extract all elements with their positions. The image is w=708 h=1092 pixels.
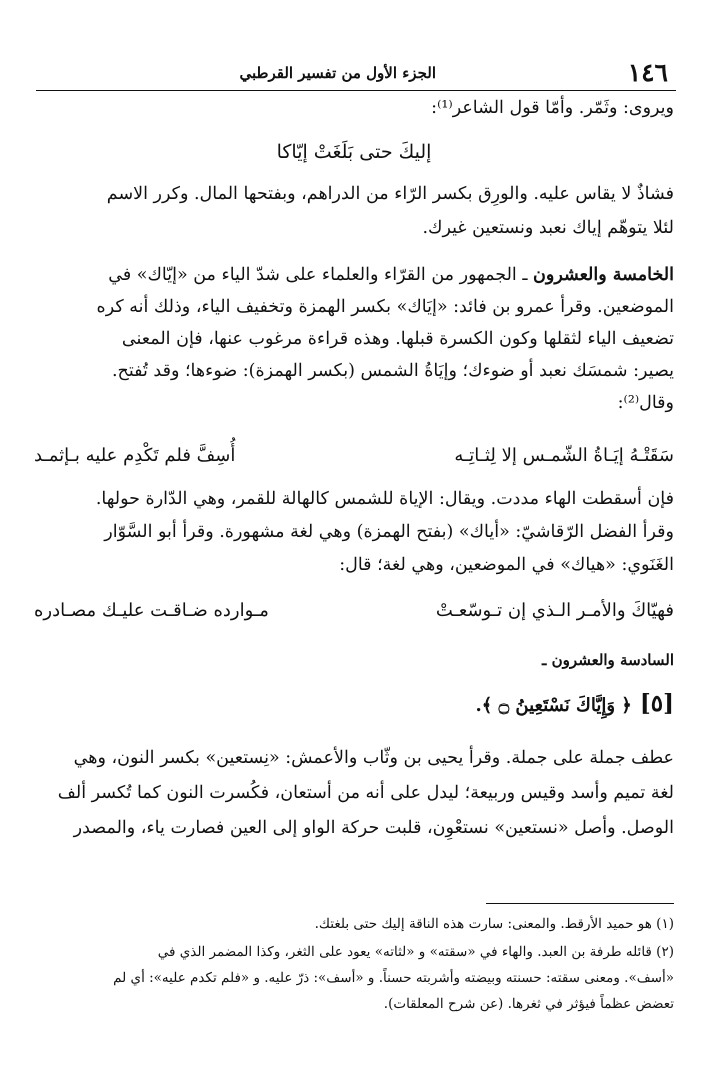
footnote-2-line-3: تعضض عظماً فيؤثر في ثغرها. (عن شرح المعلقات). — [383, 996, 674, 1012]
footnote-1: (١) هو حميد الأرقط. والمعنى: سارت هذه الناقة إليك حتى بلغتك. — [314, 916, 674, 932]
text-line-2: فشاذٌ لا يقاس عليه. والورِق بكسر الرّاء من الدراهم، وبفتحها المال. وكرر الاسم — [106, 184, 674, 204]
verse-2-second-hemistich: أُسِفَّ فلم تَكْدِم عليه بـإثمـد — [34, 445, 236, 466]
text-line-4 — [34, 263, 674, 287]
header-rule — [36, 90, 676, 91]
text-line-7: يصير: شمسَك نعبد أو ضوءك؛ وإيَاةُ الشمس (بكسر الهمزة): ضوءها؛ وقد تُفتح. — [111, 361, 674, 381]
text-line-8: وقال⁽²⁾: — [617, 393, 674, 413]
running-title: الجزء الأول من تفسير القرطبي — [239, 64, 436, 82]
footnote-rule — [486, 903, 674, 904]
quran-verse — [476, 690, 674, 717]
page-number: ١٤٦ — [627, 58, 668, 87]
text-line-10: وقرأ الفضل الرّقاشيّ: «أياك» (بفتح الهمزة) وهي لغة مشهورة. وقرأ أبو السَّوّار — [104, 522, 674, 542]
text-line-15: الوصل. وأصل «نستعين» نستعْوِن، قلبت حركة الواو إلى العين فصارت ياء، والمصدر — [73, 818, 674, 838]
text-line-4-rest: ـ الجمهور من القرّاء والعلماء على شدّ الياء من «إيّاك» في — [108, 265, 534, 285]
verse-3-second-hemistich: مـوارده ضـاقـت عليـك مصـادره — [34, 600, 269, 621]
verse-number: [٥] — [639, 690, 674, 717]
running-header — [36, 58, 676, 88]
text-line-14: لغة تميم وأسد وقيس وربيعة؛ ليدل على أنه من أستعان، فكُسرت النون كما تُكسر ألف — [57, 783, 674, 803]
text-line-5: الموضعين. وقرأ عمرو بن فائد: «إيَاك» بكسر الهمزة وتخفيف الياء، وذلك أنه كره — [96, 297, 674, 317]
footnote-2-line-2: «أسف». ومعنى سقته: حسنته وبيضته وأشربته حسناً. و «أسف»: ذرّ عليه. و «فلم تكدم عليه»: أي لم — [113, 970, 674, 986]
verse-3-first-hemistich: فهيّاكَ والأمـر الـذي إن تـوسّعـتْ — [435, 600, 674, 621]
footnote-2-line-1: (٢) قائله طرفة بن العبد. والهاء في «سقته» و «لثاته» يعود على الثغر، وكذا المضمر الذي في — [157, 944, 674, 960]
text-line-3: لئلا يتوهّم إياك نعبد ونستعين غيرك. — [422, 218, 674, 238]
verse-text: ﴿ وَإِيَّاكَ نَسْتَعِينُ ۝ ﴾. — [475, 695, 632, 716]
section-heading-25: الخامسة والعشرون — [533, 265, 674, 285]
text-line-6: تضعيف الياء لثقلها وكون الكسرة قبلها. وهذه قراءة مرغوب عنها، فإن المعنى — [121, 329, 674, 349]
text-line-1: ويروى: وثَمّر. وأمّا قول الشاعر⁽¹⁾: — [431, 98, 674, 118]
text-line-9: فإن أسقطت الهاء مددت. ويقال: الإياة للشمس كالهالة للقمر، وهي الدّارة حولها. — [95, 489, 674, 509]
section-heading-26: السادسة والعشرون ـ — [542, 651, 674, 669]
verse-1: إليكَ حتى بَلَغَتْ إيّاكا — [276, 141, 432, 163]
text-line-13: عطف جملة على جملة. وقرأ يحيى بن وثّاب والأعمش: «نِستعين» بكسر النون، وهي — [73, 748, 674, 768]
verse-2-first-hemistich: سَقَتْـهُ إيَـاةُ الشّمـس إلا لِثـاتِـه — [454, 445, 674, 466]
text-line-11: الغَنَوي: «هياك» في الموضعين، وهي لغة؛ قال: — [339, 555, 674, 575]
